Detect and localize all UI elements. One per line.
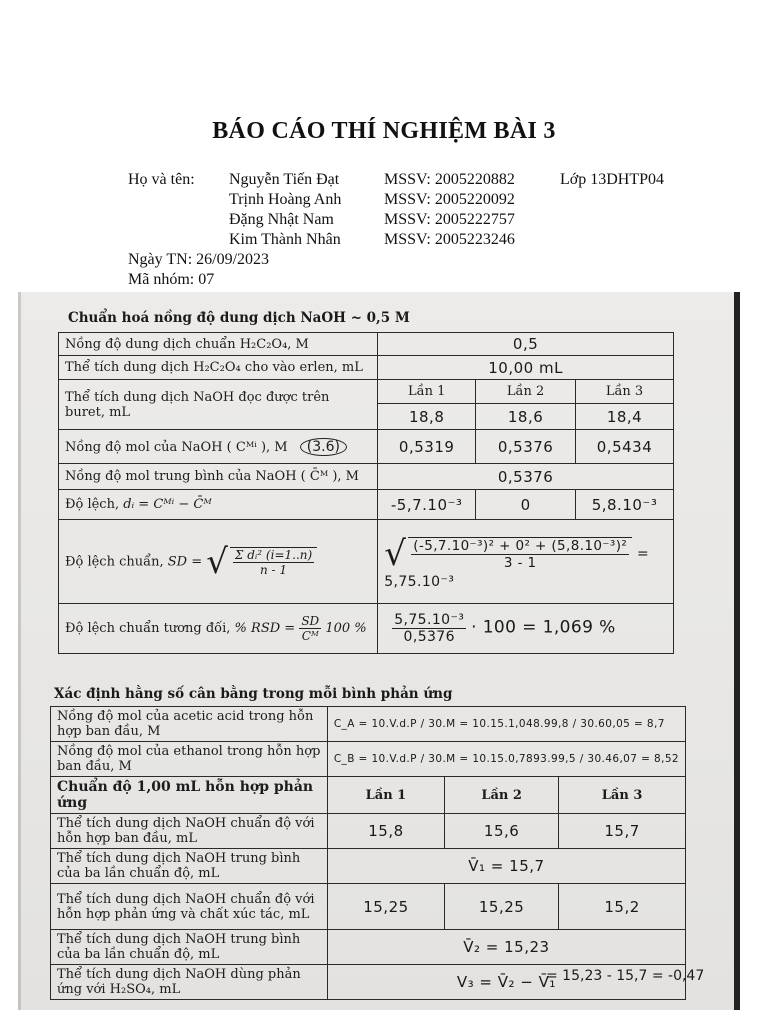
member-name-4: Kim Thành Nhân	[229, 231, 341, 248]
vol-naoh-2: 18,6	[476, 404, 576, 430]
h2so4-value: V₃ = V̄₂ − V̄₁	[327, 965, 685, 1000]
vol-erlen-label: Thể tích dung dịch H₂C₂O₄ cho vào erlen, mL	[59, 356, 378, 380]
titr-initial-2: 15,6	[445, 814, 559, 849]
worksheet-photo	[18, 292, 740, 1010]
member-mssv-2: MSSV: 2005220092	[384, 191, 515, 208]
titr-catalyst-label: Thể tích dung dịch NaOH chuẩn độ với hỗn hợp phản ứng và chất xúc tác, mL	[51, 884, 328, 930]
sd-result: = 5,75.10⁻³	[384, 545, 650, 590]
titr-initial-3: 15,7	[559, 814, 686, 849]
avg1-value: V̄₁ = 15,7	[327, 849, 685, 884]
trial2-header-3: Lần 3	[559, 777, 686, 814]
sd-formula-left: SD =	[167, 554, 203, 569]
rsd-work-den: 0,5376	[403, 629, 455, 645]
member-mssv-1: MSSV: 2005220882	[384, 171, 515, 188]
member-name-3: Đặng Nhật Nam	[229, 211, 334, 228]
section1-heading: Chuẩn hoá nồng độ dung dịch NaOH ~ 0,5 M	[68, 310, 410, 326]
naoh-standardization-table	[58, 332, 674, 654]
avg2-label: Thể tích dung dịch NaOH trung bình của ba lần chuẩn độ, mL	[51, 930, 328, 965]
mol-naoh-note: (3.6)	[300, 438, 347, 456]
rsd-formula-left: % RSD =	[234, 621, 296, 636]
mol-naoh-1: 0,5319	[378, 430, 476, 464]
dev-label: Độ lệch,	[65, 497, 120, 512]
acid-work: C_A = 10.V.d.P / 30.M = 10.15.1,048.99,8 / 30.60,05 = 8,7	[327, 707, 685, 742]
trial-header-1: Lần 1	[378, 380, 476, 404]
h2so4-label: Thể tích dung dịch NaOH dùng phản ứng với H₂SO₄, mL	[51, 965, 328, 1000]
sqrt-work-icon: √	[384, 533, 407, 574]
class-code: Lớp 13DHTP04	[560, 171, 665, 188]
rsd-result: · 100 = 1,069 %	[471, 617, 616, 638]
acid-label: Nồng độ mol của acetic acid trong hỗn hợp ban đầu, M	[51, 707, 328, 742]
equilibrium-table	[50, 706, 686, 1000]
conc-std-label: Nồng độ dung dịch chuẩn H₂C₂O₄, M	[59, 333, 378, 356]
mean-label: Nồng độ mol trung bình của NaOH ( C̄ᴹ ), M	[59, 464, 378, 490]
trial2-header-2: Lần 2	[445, 777, 559, 814]
titr-catalyst-1: 15,25	[327, 884, 444, 930]
titr-initial-1: 15,8	[327, 814, 444, 849]
sqrt-icon: √	[206, 541, 228, 582]
member-mssv-3: MSSV: 2005222757	[384, 211, 515, 228]
avg2-value: V̄₂ = 15,23	[327, 930, 685, 965]
vol-naoh-1: 18,8	[378, 404, 476, 430]
trial-header-3: Lần 3	[576, 380, 674, 404]
sd-work-num: (-5,7.10⁻³)² + 0² + (5,8.10⁻³)²	[413, 537, 628, 554]
h2so4-result: = 15,23 - 15,7 = -0,47	[546, 968, 705, 984]
mol-naoh-label: Nồng độ mol của NaOH ( Cᴹⁱ ), M	[65, 439, 288, 455]
rsd-formula-right: 100 %	[325, 621, 367, 636]
report-title: BÁO CÁO THÍ NGHIỆM BÀI 3	[212, 118, 556, 144]
group-code: Mã nhóm: 07	[128, 271, 215, 288]
rsd-work-num: 5,75.10⁻³	[394, 612, 465, 628]
vol-erlen-value: 10,00 mL	[378, 356, 674, 380]
mean-value: 0,5376	[378, 464, 674, 490]
member-name-2: Trịnh Hoàng Anh	[229, 191, 342, 208]
sd-label: Độ lệch chuẩn,	[65, 554, 164, 569]
trial-header-2: Lần 2	[476, 380, 576, 404]
titration-heading: Chuẩn độ 1,00 mL hỗn hợp phản ứng	[51, 777, 328, 814]
conc-std-value: 0,5	[378, 333, 674, 356]
mol-naoh-3: 0,5434	[576, 430, 674, 464]
section2-heading: Xác định hằng số cân bằng trong mỗi bình phản ứng	[54, 686, 453, 702]
sd-formula-den: n - 1	[260, 562, 288, 577]
member-mssv-4: MSSV: 2005223246	[384, 231, 515, 248]
vol-naoh-label: Thể tích dung dịch NaOH đọc được trên buret, mL	[59, 380, 378, 430]
member-name-1: Nguyễn Tiến Đạt	[229, 171, 340, 188]
ethanol-work: C_B = 10.V.d.P / 30.M = 10.15.0,7893.99,5 / 30.46,07 = 8,52	[327, 742, 685, 777]
name-label: Họ và tên:	[128, 171, 195, 188]
rsd-formula-den: Cᴹ	[301, 629, 319, 643]
dev-value-2: 0	[476, 490, 576, 520]
trial2-header-1: Lần 1	[327, 777, 444, 814]
titr-catalyst-3: 15,2	[559, 884, 686, 930]
experiment-date: Ngày TN: 26/09/2023	[128, 251, 270, 268]
titr-initial-label: Thể tích dung dịch NaOH chuẩn độ với hỗn hợp ban đầu, mL	[51, 814, 328, 849]
vol-naoh-3: 18,4	[576, 404, 674, 430]
rsd-formula-num: SD	[301, 614, 320, 628]
dev-value-1: -5,7.10⁻³	[378, 490, 476, 520]
avg1-label: Thể tích dung dịch NaOH trung bình của ba lần chuẩn độ, mL	[51, 849, 328, 884]
dev-formula: dᵢ = Cᴹⁱ − C̄ᴹ	[123, 497, 212, 512]
sd-work-den: 3 - 1	[503, 554, 537, 571]
mol-naoh-2: 0,5376	[476, 430, 576, 464]
dev-value-3: 5,8.10⁻³	[576, 490, 674, 520]
sd-formula-num: Σ dᵢ² (i=1..n)	[234, 547, 313, 562]
rsd-label: Độ lệch chuẩn tương đối,	[65, 621, 231, 636]
titr-catalyst-2: 15,25	[445, 884, 559, 930]
ethanol-label: Nồng độ mol của ethanol trong hỗn hợp ban đầu, M	[51, 742, 328, 777]
